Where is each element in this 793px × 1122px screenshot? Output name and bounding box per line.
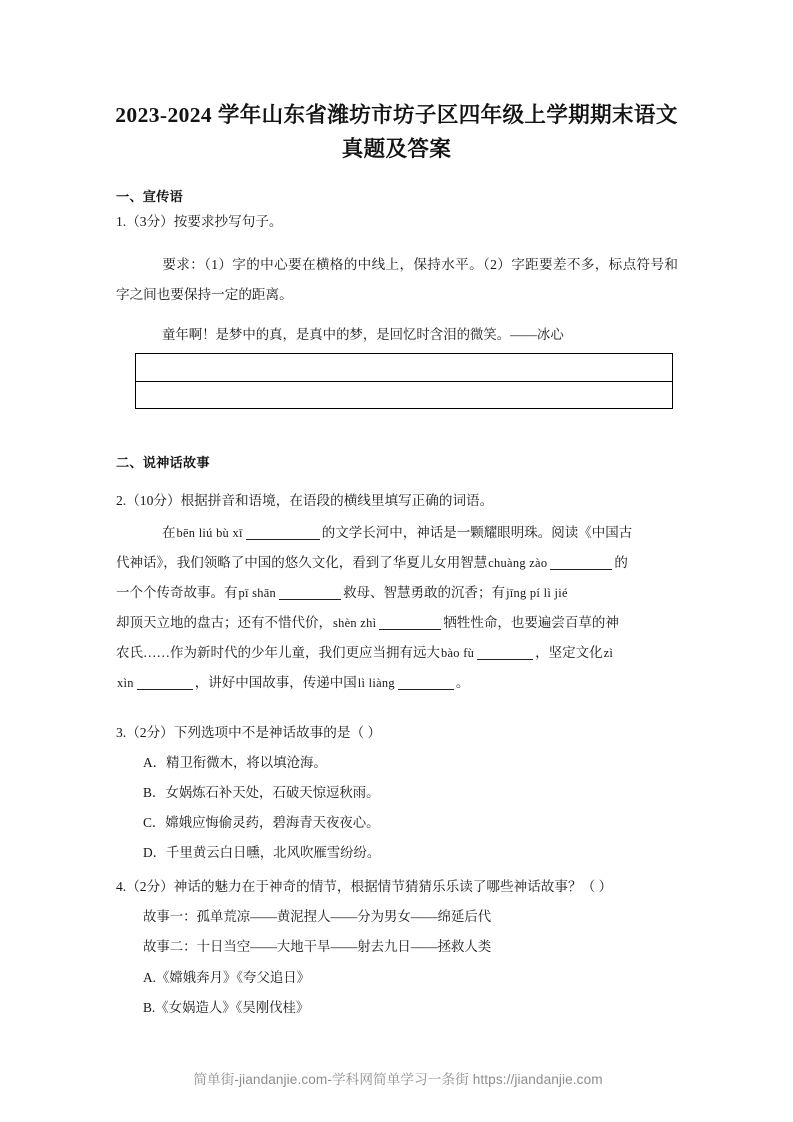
pinyin-hint: bào fù (441, 646, 475, 660)
cloze-text: 的文学长河中，神话是一颗耀眼明珠。阅读《中国古 (321, 525, 633, 540)
cloze-text: 救母、智慧勇敢的沉香；有 (343, 585, 506, 600)
pinyin-hint: xìn (117, 676, 134, 690)
cloze-text: 牺牲性命，也要遍尝百草的神 (443, 615, 619, 630)
pinyin-hint: lì liàng (357, 676, 395, 690)
question-1-stem: 1.（3分）按要求抄写句子。 (116, 214, 283, 229)
cloze-line (116, 608, 678, 638)
cloze-line (116, 638, 678, 668)
question-1-requirement (116, 250, 678, 310)
question-4-option-a[interactable]: A.《嫦娥奔月》《夸父追日》 (143, 970, 311, 985)
question-1-quote: 童年啊！是梦中的真，是真中的梦，是回忆时含泪的微笑。——冰心 (162, 327, 564, 342)
footer-watermark: 简单街-jiandanjie.com-学科网简单学习一条街 https://jiandanjie.com (193, 1072, 603, 1087)
cloze-line (116, 578, 678, 608)
pinyin-hint: bēn liú bù xī (176, 526, 243, 540)
question-4-option-b[interactable]: B.《女娲造人》《吴刚伐桂》 (143, 1000, 310, 1015)
section-heading-2: 二、说神话故事 (116, 455, 210, 470)
question-3-option-a[interactable]: A．精卫衔微木，将以填沧海。 (143, 755, 327, 770)
pinyin-hint: zì (603, 646, 614, 660)
cloze-line (116, 668, 678, 698)
pinyin-hint: pī shān (238, 586, 277, 600)
cloze-text: 。 (455, 675, 470, 690)
page-title-line-1: 2023-2024 学年山东省潍坊市坊子区四年级上学期期末语文 (115, 103, 678, 127)
fill-in-blank[interactable] (477, 659, 533, 660)
question-4-stem: 4.（2分）神话的魅力在于神奇的情节，根据情节猜猜乐乐读了哪些神话故事？（ ） (116, 879, 613, 894)
cloze-text: 一个个传奇故事。有 (116, 585, 238, 600)
cloze-line (116, 548, 678, 578)
question-1-requirement-text: 要求：（1）字的中心要在横格的中线上，保持水平。（2）字距要差不多，标点符号和字之间也要保持一定的距离。 (116, 257, 678, 302)
question-4-clue-2: 故事二：十日当空——大地干旱——射去九日——拯救人类 (143, 939, 492, 954)
cloze-text: ，坚定文化 (535, 645, 603, 660)
fill-in-blank[interactable] (398, 689, 454, 690)
question-3-stem: 3.（2分）下列选项中不是神话故事的是（ ） (116, 725, 382, 740)
fill-in-blank[interactable] (279, 599, 341, 600)
handwriting-answer-row[interactable] (136, 381, 672, 408)
fill-in-blank[interactable] (379, 629, 441, 630)
cloze-text: 代神话》，我们领略了中国的悠久文化，看到了华夏儿女用智慧 (116, 555, 488, 570)
cloze-text: 却顶天立地的盘古；还有不惜代价， (116, 615, 332, 630)
section-heading-1: 一、宣传语 (116, 189, 183, 204)
fill-in-blank[interactable] (550, 569, 612, 570)
question-2-stem: 2.（10分）根据拼音和语境，在语段的横线里填写正确的词语。 (116, 493, 494, 508)
handwriting-answer-row[interactable] (136, 354, 672, 381)
pinyin-hint: jīng pí lì jié (506, 586, 568, 600)
question-4-clue-1: 故事一：孤单荒凉——黄泥捏人——分为男女——绵延后代 (143, 909, 492, 924)
question-2-cloze-paragraph (116, 518, 678, 698)
handwriting-answer-box[interactable] (135, 353, 673, 409)
cloze-text: ，讲好中国故事，传递中国 (194, 675, 357, 690)
cloze-line (116, 518, 678, 548)
question-3-option-d[interactable]: D．千里黄云白日曛，北风吹雁雪纷纷。 (143, 845, 381, 860)
page-title (104, 98, 689, 166)
fill-in-blank[interactable] (137, 689, 193, 690)
question-3-option-c[interactable]: C．嫦娥应悔偷灵药，碧海青天夜夜心。 (143, 815, 380, 830)
pinyin-hint: shèn zhì (333, 616, 377, 630)
cloze-text: 在 (162, 525, 176, 540)
cloze-text: 农氏……作为新时代的少年儿童，我们更应当拥有远大 (116, 645, 440, 660)
page-title-line-2: 真题及答案 (341, 137, 452, 161)
cloze-text: 的 (614, 555, 628, 570)
pinyin-hint: chuàng zào (488, 556, 548, 570)
fill-in-blank[interactable] (246, 539, 320, 540)
question-3-option-b[interactable]: B．女娲炼石补天处，石破天惊逗秋雨。 (143, 785, 380, 800)
